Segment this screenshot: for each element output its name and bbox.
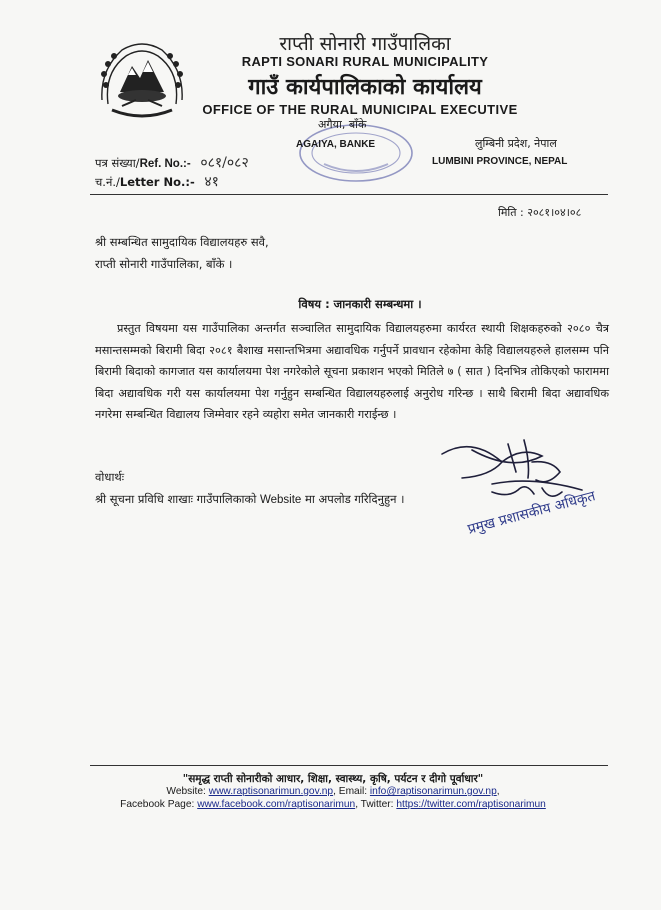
signatory-title: प्रमुख प्रशासकीय अधिकृत [466, 488, 598, 538]
header-divider [90, 194, 608, 195]
cc-text-website: Website [259, 494, 302, 506]
reference-number [95, 153, 249, 172]
cc-text-post: मा अपलोड गरिदिनुहुन । [304, 492, 405, 506]
cc-text-pre: श्री सूचना प्रविधि शाखाः गाउँपालिकाको [95, 492, 257, 506]
email-link[interactable]: info@raptisonarimun.gov.np [369, 786, 497, 797]
twitter-link[interactable]: https://twitter.com/raptisonarimun [396, 799, 546, 810]
cc-label: वोधार्थः [95, 470, 125, 484]
office-name-np: गाउँ कार्यपालिकाको कार्यालय [248, 75, 482, 100]
cc-text [95, 492, 405, 507]
ref-label-en: Ref. No.:- [139, 158, 191, 170]
letter-subject: विषय : जानकारी सम्बन्धमा । [298, 297, 422, 311]
footer-motto: "समृद्ध राप्ती सोनारीको आधार, शिक्षा, स्वास्थ्य, कृषि, पर्यटन र दीगो पूर्वाधार" [182, 773, 484, 785]
province-en: LUMBINI PROVINCE, NEPAL [432, 156, 568, 167]
letter-body: प्रस्तुत विषयमा यस गाउँपालिका अन्तर्गत सञ्चालित सामुदायिक विद्यालयहरुमा कार्यरत स्थायी शिक्षकहरुको २०८० चैत्र मसान्तसम्मको बिरामी बिदा २०८१ बैशाख मसान्तभित्रमा अद्यावधिक गर्नुपर्ने प्रावधान रहेकोमा केहि विद्यालयहरुले हालसम्म पनि बिरामी बिदाको कागजात यस कार्यालयमा पेश नगरेकोले सूचना प्रकाशन भएको मितिले ७ ( सात ) दिनभित्र तोकिएको फाराममा बिदा अद्यावधिक गरी यस कार्यालयमा पेश गर्नुहुन सम्बन्धित विद्यालयहरुलाई अनुरोध गरिन्छ । साथै बिरामी बिदा अद्यावधिक नगरेमा सम्बन्धित विद्यालय जिम्मेवार रहने व्यहोरा समेत जानकारी गराईन्छ । [95, 322, 609, 422]
recipient-line-2: राप्ती सोनारी गाउँपालिका, बाँके । [95, 257, 233, 271]
twitter-label: , Twitter: [355, 799, 394, 810]
letter-label-np: च.नं./ [95, 175, 120, 189]
recipient-line-1: श्री सम्बन्धित सामुदायिक विद्यालयहरु सवै, [95, 235, 269, 249]
letter-date: मिति : २०८१।०४।०८ [498, 206, 582, 219]
website-label: Website: [166, 786, 206, 797]
address-en: AGAIYA, BANKE [296, 139, 376, 150]
municipality-name-np: राप्ती सोनारी गाउँपालिका [279, 33, 451, 55]
footer-social-line [98, 799, 568, 810]
address-np: अगैया, बाँके [318, 118, 367, 131]
website-link[interactable]: www.raptisonarimun.gov.np [208, 786, 334, 797]
ref-value: ०८१/०८२ [200, 155, 249, 171]
letter-number [95, 172, 219, 191]
email-end: , [496, 786, 500, 797]
footer-contact-line [98, 786, 568, 797]
facebook-label: Facebook Page: [120, 799, 195, 810]
facebook-link[interactable]: www.facebook.com/raptisonarimun [197, 799, 356, 810]
ref-label-np: पत्र संख्या/ [95, 156, 140, 170]
email-label: , Email: [333, 786, 368, 797]
letter-value: ४१ [204, 174, 219, 190]
footer-divider [90, 765, 608, 766]
municipality-name-en: RAPTI SONARI RURAL MUNICIPALITY [241, 54, 489, 69]
letter-label-en: Letter No.:- [119, 175, 195, 189]
office-name-en: OFFICE OF THE RURAL MUNICIPAL EXECUTIVE [202, 102, 518, 117]
province-np: लुम्बिनी प्रदेश, नेपाल [475, 137, 557, 150]
